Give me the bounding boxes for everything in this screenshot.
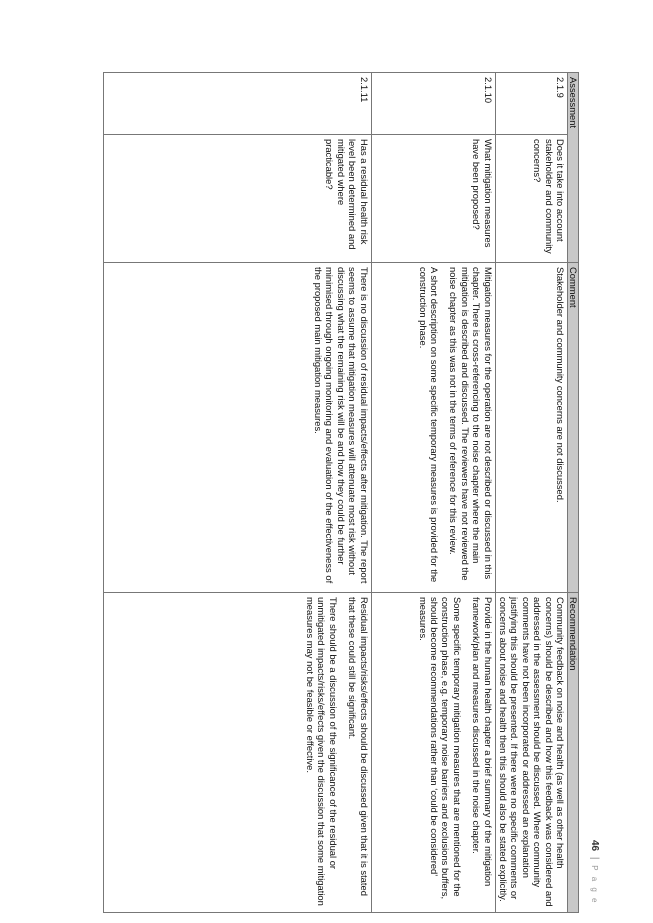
rotated-document (94, 72, 579, 912)
recommendation-paragraph: Some specific temporary mitigation measures that are mentioned for the construction phase, e.g. temporary noise barriers and exclusions buffers, should become recommendations rather than ‘could be considered’ measures. (417, 597, 463, 900)
comment-paragraph: There is no discussion of residual impacts/effects after mitigation. The report seems to assume that mitigation measures will attenuate most risk without discussing what the remaining risk will be and how they could be further minimised through ongoing monitoring and evaluation of the effectiveness of the proposed main mitigation measures. (312, 267, 370, 584)
row-comment (371, 263, 495, 593)
comment-paragraph: A short description on some specific temporary measures is provided for the construction phase. (417, 267, 440, 583)
recommendation-paragraph: There should be a discussion of the significance of the residual or unmitigated impacts/risks/effects given the discussion that some mitigation measures may not be feasible or effective. (304, 597, 339, 906)
recommendation-paragraph: Residual impacts/risks/effects should be discussed given that it is stated that these could still be significant. (347, 597, 370, 896)
row-recommendation (103, 593, 371, 913)
page-number: 46 (589, 840, 600, 852)
page-label: P a g e (590, 865, 599, 905)
header-assessment: Assessment (568, 73, 579, 263)
row-ref: 2.1.10 (371, 73, 495, 135)
row-question: What mitigation measures have been proposed? (371, 135, 495, 263)
table-row (103, 73, 371, 913)
page-footer (589, 840, 600, 905)
row-question: Does it take into account stakeholder and community concerns? (495, 135, 567, 263)
table-header-row (568, 73, 579, 913)
table-row (495, 73, 567, 913)
header-comment: Comment (568, 263, 579, 593)
comment-paragraph: Stakeholder and community concerns are not discussed. (555, 267, 566, 503)
row-comment (103, 263, 371, 593)
row-ref: 2.1.9 (495, 73, 567, 135)
recommendation-paragraph: Provide in the human health chapter a brief summary of the mitigation framework/plan and measures discussed in the noise chapter. (471, 597, 494, 887)
row-ref: 2.1.11 (103, 73, 371, 135)
row-recommendation (495, 593, 567, 913)
table-row (371, 73, 495, 913)
recommendation-paragraph: Community feedback on noise and health (as well as other health concerns) should be described and how this feedback was considered and addressed in the assessment should be discussed. Where community comments have not been incorporated or addressed an explanation justifying this should be presented. If there were no specific comments or concerns about noise and health then this should also be stated explicitly. (497, 597, 566, 907)
assessment-table (103, 72, 579, 913)
row-comment (495, 263, 567, 593)
row-question: Has a residual health risk level been determined and mitigated where practicable? (103, 135, 371, 263)
footer-separator: | (589, 856, 600, 860)
header-recommendation: Recommendation (568, 593, 579, 913)
comment-paragraph: Mitigation measures for the operation are not described or discussed in this chapter. There is cross-referencing to the noise chapter where the main mitigation is described and discussed. The reviewers have not reviewed the noise chapter as this was not in the terms of reference for this review. (448, 267, 494, 581)
row-recommendation (371, 593, 495, 913)
